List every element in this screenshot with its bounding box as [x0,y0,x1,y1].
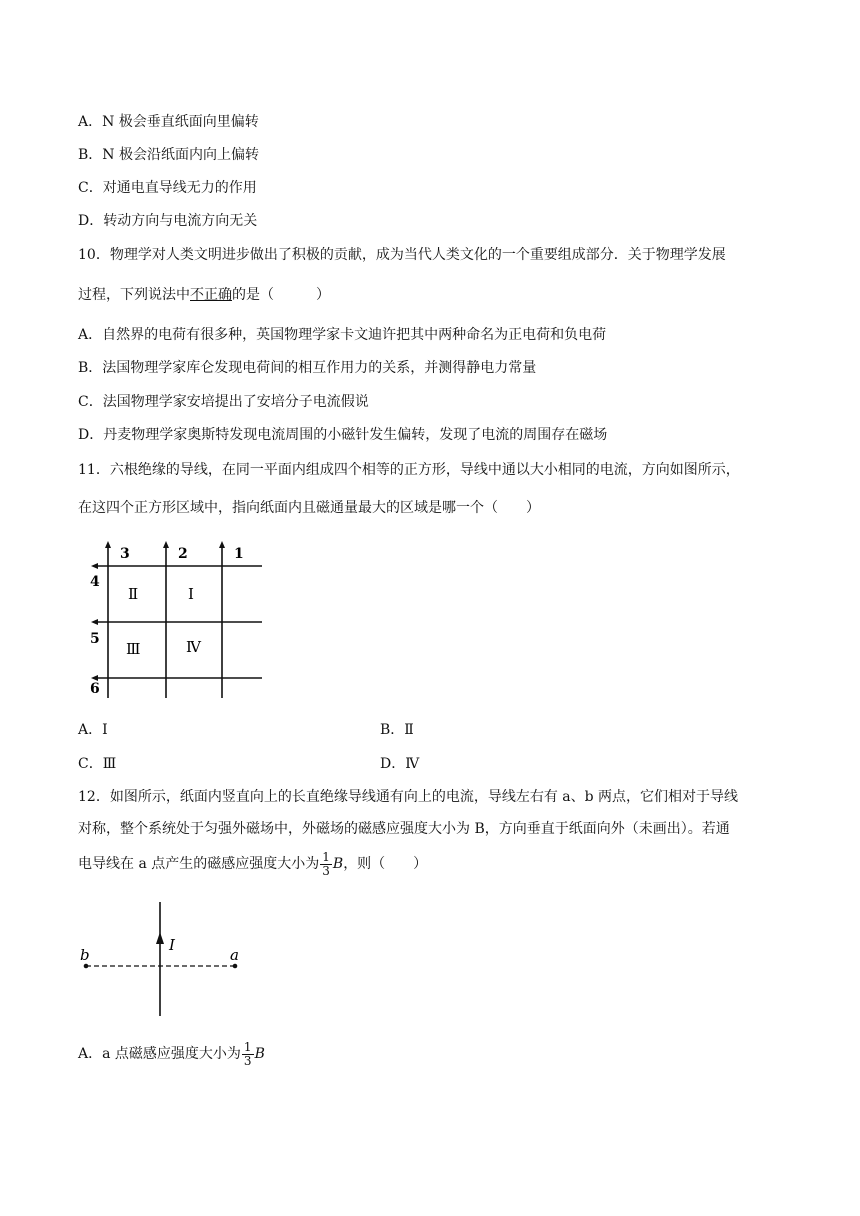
q10-stem-post: 的是（ ） [232,287,330,303]
fraction-denominator: 3 [322,863,330,878]
region-label-IV: Ⅳ [186,638,201,656]
q10-stem-underlined: 不正确 [190,287,232,303]
wire-label-2: 2 [178,546,188,562]
q12-option-a-text: A．a 点磁感应强度大小为 [78,1046,241,1062]
q11-option-a: A．Ⅰ [78,722,108,738]
q10-stem-line1: 10．物理学对人类文明进步做出了积极的贡献，成为当代人类文化的一个重要组成部分．关于物理学发展 [78,247,726,263]
fraction-denominator: 3 [243,1053,252,1068]
q10-option-c: C．法国物理学家安培提出了安培分子电流假说 [78,394,369,410]
q12-stem-line1: 12．如图所示，纸面内竖直向上的长直绝缘导线通有向上的电流，导线左右有 a、b 两点，它们相对于导线 [78,789,739,805]
q9-option-c: C．对通电直导线无力的作用 [78,180,257,196]
q12-stem-line3 [78,848,427,880]
wire-label-1: 1 [234,546,244,562]
fraction-variable: B [254,1046,265,1062]
q11-option-d: D．Ⅳ [380,756,420,772]
wire-label-4: 4 [90,574,100,590]
q11-option-c: C．Ⅲ [78,756,117,772]
wire-label-3: 3 [120,546,130,562]
q12-stem-post: ，则（ ） [343,856,428,872]
fraction-one-third [320,851,332,878]
region-label-I: Ⅰ [188,585,194,603]
fraction-variable: B [332,856,344,872]
current-label: I [169,936,175,954]
q11-stem-line2: 在这四个正方形区域中，指向纸面内且磁通量最大的区域是哪一个（ ） [78,500,540,516]
q10-stem-pre: 过程，下列说法中 [78,287,190,303]
wire-label-6: 6 [90,681,100,697]
fraction-numerator: 1 [243,1039,252,1054]
point-b [84,964,89,969]
q9-option-b: B．N 极会沿纸面内向上偏转 [78,147,259,163]
q12-option-a [78,1038,265,1070]
q11-stem-line1: 11．六根绝缘的导线，在同一平面内组成四个相等的正方形，导线中通以大小相同的电流，方向如图所示， [78,462,740,478]
point-b-label: b [80,946,90,964]
q11-wire-grid-figure [82,536,272,706]
fraction-numerator: 1 [322,849,330,864]
q11-option-b: B．Ⅱ [380,722,414,738]
q12-stem-pre: 电导线在 a 点产生的磁感应强度大小为 [78,856,320,872]
q12-wire-figure [72,898,262,1020]
q10-stem-line2 [78,285,330,305]
q12-stem-line2: 对称，整个系统处于匀强外磁场中，外磁场的磁感应强度大小为 B，方向垂直于纸面向外（未画出）。若通 [78,821,730,837]
region-label-II: Ⅱ [128,585,139,603]
q9-option-a: A．N 极会垂直纸面向里偏转 [78,114,259,130]
fraction-one-third-option [242,1041,254,1068]
current-arrow [156,932,164,944]
point-a-label: a [230,946,239,964]
q10-option-b: B．法国物理学家库仑发现电荷间的相互作用力的关系，并测得静电力常量 [78,360,537,376]
q10-option-d: D．丹麦物理学家奥斯特发现电流周围的小磁针发生偏转，发现了电流的周围存在磁场 [78,427,608,443]
q10-option-a: A．自然界的电荷有很多种，英国物理学家卡文迪许把其中两种命名为正电荷和负电荷 [78,327,607,343]
q9-option-d: D．转动方向与电流方向无关 [78,213,258,229]
region-label-III: Ⅲ [126,640,141,658]
wire-label-5: 5 [90,631,100,647]
point-a [233,964,238,969]
